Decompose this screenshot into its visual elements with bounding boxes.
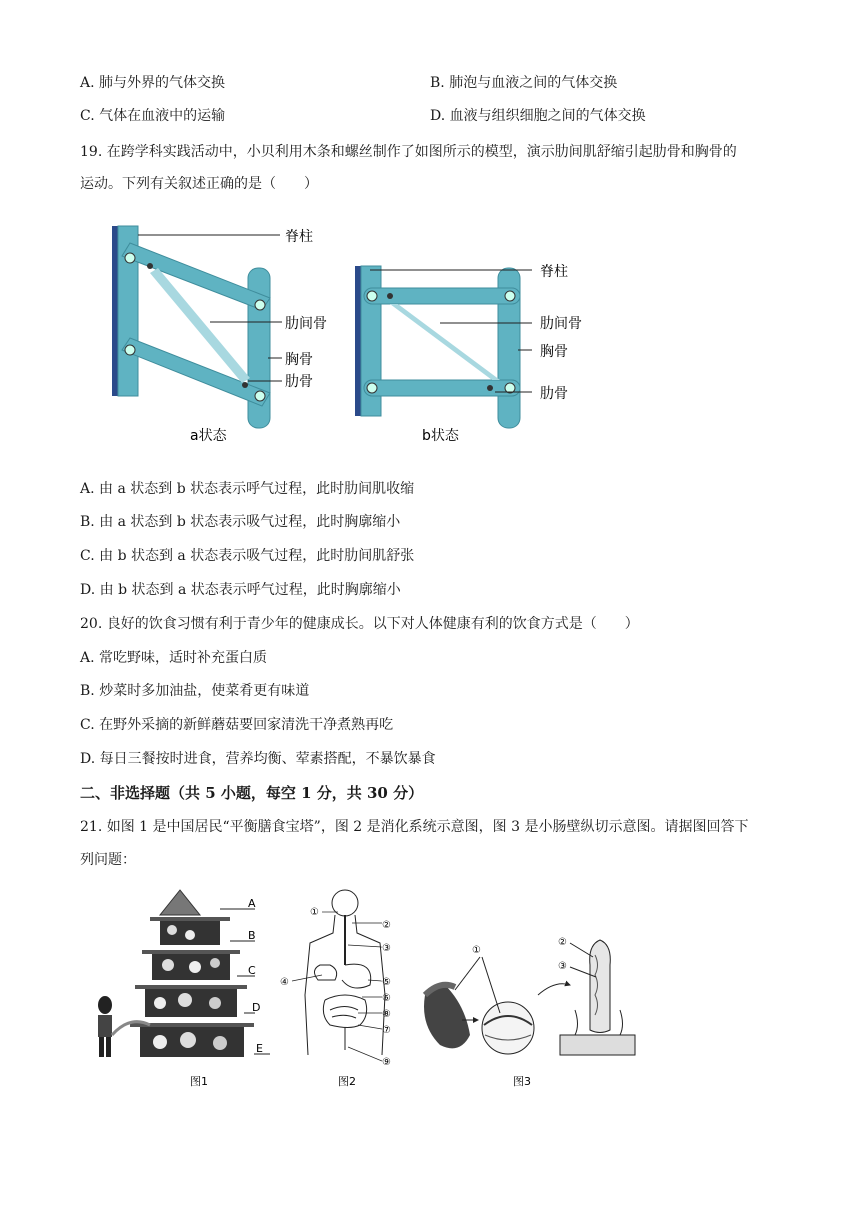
fig2-number-labels <box>280 907 391 1068</box>
b-caption: b状态 <box>422 428 459 444</box>
fig3-label-3: ③ <box>558 961 567 972</box>
q19-stem: 19. 在跨学科实践活动中，小贝利用木条和螺丝制作了如图所示的模型，演示肋间肌舒缩引起肋骨和胸骨的 <box>80 144 737 160</box>
section-heading: 二、非选择题（共 5 小题，每空 1 分，共 30 分） <box>80 784 424 802</box>
a-caption: a状态 <box>190 428 227 444</box>
state-b-model <box>355 266 520 428</box>
digestion-figures <box>90 885 650 1095</box>
fig3-label-2: ② <box>558 937 567 948</box>
q20-option-d: D. 每日三餐按时进食，营养均衡、荤素搭配，不暴饮暴食 <box>80 751 436 767</box>
fig3-label-1: ① <box>472 945 481 956</box>
pyramid-level-b: B <box>248 929 256 942</box>
pyramid-level-c: C <box>248 964 256 977</box>
q19-option-b: B. 由 a 状态到 b 状态表示吸气过程，此时胸廓缩小 <box>80 514 401 530</box>
fig2-label-7: ⑦ <box>382 1025 391 1036</box>
q18-option-d: D. 血液与组织细胞之间的气体交换 <box>430 108 646 124</box>
pyramid-level-a: A <box>248 897 256 910</box>
b-spine-label: 脊柱 <box>540 264 568 280</box>
a-spine-label: 脊柱 <box>285 229 313 245</box>
fig2-label-9: ⑨ <box>382 1057 391 1068</box>
q20-option-b: B. 炒菜时多加油盐，使菜肴更有味道 <box>80 683 310 699</box>
q19-option-d: D. 由 b 状态到 a 状态表示呼气过程，此时胸廓缩小 <box>80 582 401 598</box>
fig1-caption: 图1 <box>190 1075 208 1088</box>
q21-stem-cont: 列问题： <box>80 852 136 868</box>
q20-stem: 20. 良好的饮食习惯有利于青少年的健康成长。以下对人体健康有利的饮食方式是（ ） <box>80 616 639 632</box>
intestine-wall-diagram <box>424 940 635 1055</box>
q19-option-c: C. 由 b 状态到 a 状态表示吸气过程，此时肋间肌舒张 <box>80 548 415 564</box>
food-pyramid <box>98 890 254 1057</box>
rib-model-figure <box>100 218 620 453</box>
fig2-label-4: ④ <box>280 977 289 988</box>
q19-stem-cont: 运动。下列有关叙述正确的是（ ） <box>80 176 318 192</box>
q18-option-b: B. 肺泡与血液之间的气体交换 <box>430 75 618 91</box>
fig2-label-3: ③ <box>382 943 391 954</box>
fig2-label-5: ⑤ <box>382 977 391 988</box>
b-sternum-label: 胸骨 <box>540 344 568 360</box>
fig2-label-8: ⑧ <box>382 1009 391 1020</box>
fig2-label-2: ② <box>382 920 391 931</box>
q21-stem: 21. 如图 1 是中国居民“平衡膳食宝塔”，图 2 是消化系统示意图，图 3 是小肠壁纵切示意图。请据图回答下 <box>80 819 749 835</box>
fig2-label-1: ① <box>310 907 319 918</box>
a-intercostal-label: 肋间骨 <box>285 316 327 332</box>
q20-option-c: C. 在野外采摘的新鲜蘑菇要回家清洗干净煮熟再吃 <box>80 717 394 733</box>
q18-option-a: A. 肺与外界的气体交换 <box>80 75 226 91</box>
q18-option-c: C. 气体在血液中的运输 <box>80 108 226 124</box>
q19-option-a: A. 由 a 状态到 b 状态表示呼气过程，此时肋间肌收缩 <box>80 481 415 497</box>
fig3-caption: 图3 <box>513 1075 531 1088</box>
q20-option-a: A. 常吃野味，适时补充蛋白质 <box>80 650 268 666</box>
pyramid-level-d: D <box>252 1001 261 1014</box>
b-intercostal-label: 肋间骨 <box>540 316 582 332</box>
pyramid-level-e: E <box>256 1042 263 1055</box>
a-sternum-label: 胸骨 <box>285 352 313 368</box>
a-rib-label: 肋骨 <box>285 374 313 390</box>
state-a-model <box>112 226 270 428</box>
b-rib-label: 肋骨 <box>540 386 568 402</box>
fig2-caption: 图2 <box>338 1075 356 1088</box>
fig2-label-6: ⑥ <box>382 993 391 1004</box>
